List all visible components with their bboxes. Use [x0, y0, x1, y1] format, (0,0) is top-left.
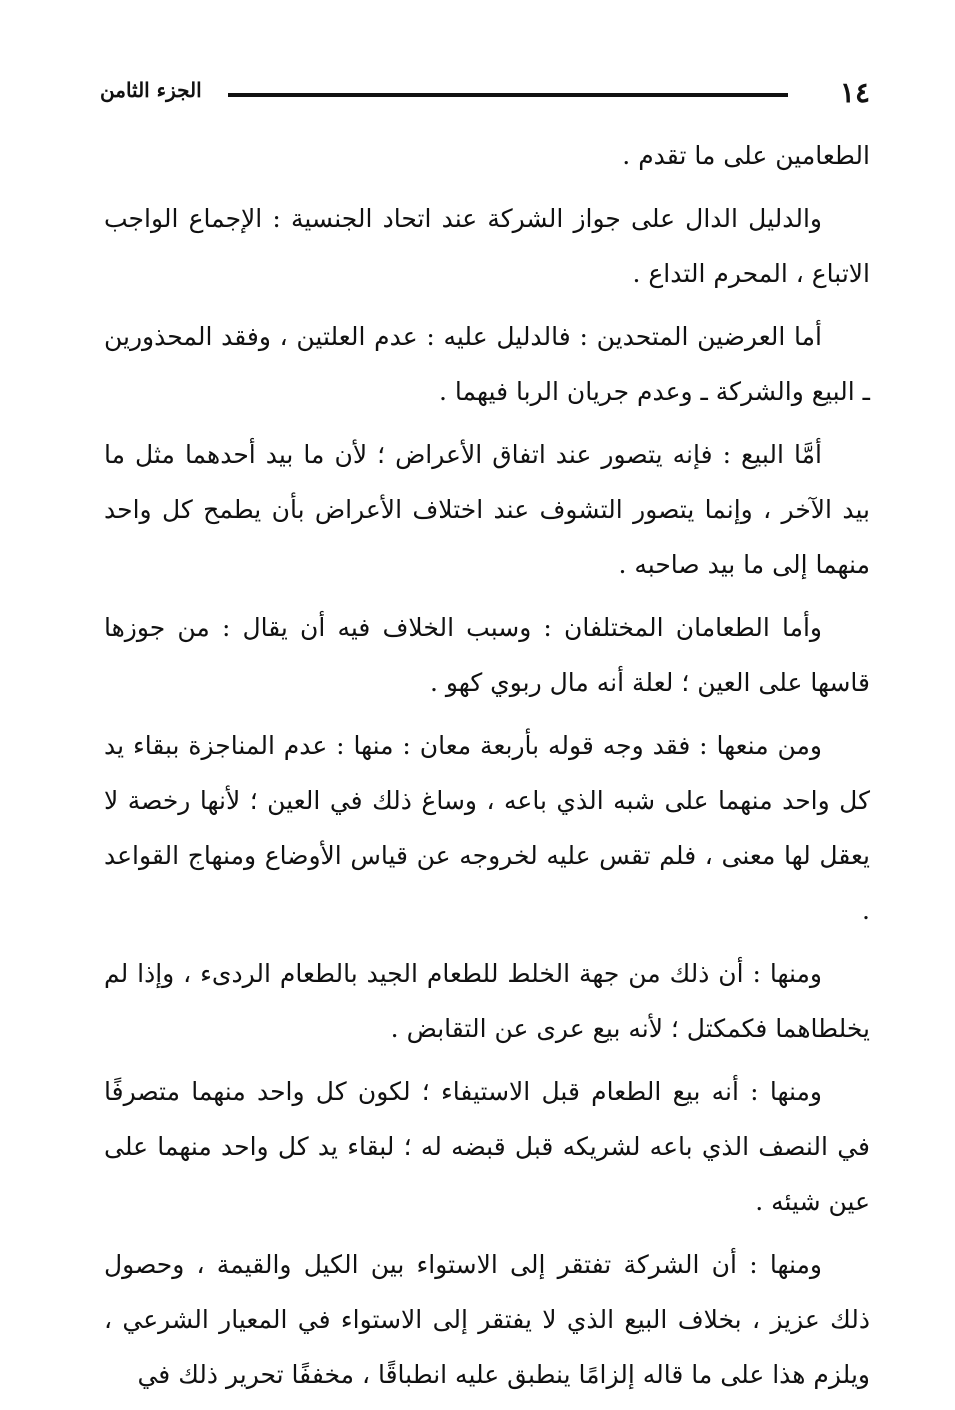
header-rule	[228, 93, 788, 97]
running-title: الجزء الثامن	[100, 78, 202, 102]
page-number: ١٤	[839, 76, 870, 109]
paragraph: ومنها : أن ذلك من جهة الخلط للطعام الجيد بالطعام الردىء ، وإذا لم يخلطاهما فكمكتل ؛ لأنه بيع عرى عن التقابض .	[104, 959, 870, 1043]
paragraph: ومنها : أن الشركة تفتقر إلى الاستواء بين الكيل والقيمة ، وحصول ذلك عزيز ، بخلاف البيع الذي لا يفتقر إلى الاستواء في المعيار الشرعي ، ويلزم هذا على ما قاله إلزامًا ينطبق عليه انطباقًا ، مخففًا تحرير ذلك في	[104, 1250, 870, 1389]
paragraph: الطعامين على ما تقدم .	[622, 141, 870, 170]
page-body	[104, 128, 870, 1410]
paragraph: والدليل الدال على جواز الشركة عند اتحاد الجنسية : الإجماع الواجب الاتباع ، المحرم التداع .	[104, 204, 870, 288]
paragraph: ومنها : أنه بيع الطعام قبل الاستيفاء ؛ لكون كل واحد منهما متصرفًا في النصف الذي باعه لشريكه قبل قبضه له ؛ لبقاء يد كل واحد منهما على عين شيئه .	[104, 1077, 870, 1216]
page-header	[100, 76, 870, 116]
paragraph: ومن منعها : فقد وجه قوله بأربعة معان : منها : عدم المناجزة ببقاء يد كل واحد منهما على شبه الذي باعه ، وساغ ذلك في العين ؛ لأنها رخصة لا يعقل لها معنى ، فلم تقس عليه لخروجه عن قياس الأوضاع ومنهاج القواعد .	[104, 731, 870, 925]
paragraph: أمَّا البيع : فإنه يتصور عند اتفاق الأعراض ؛ لأن ما بيد أحدهما مثل ما بيد الآخر ، وإنما يتصور التشوف عند اختلاف الأعراض بأن يطمح كل واحد منهما إلى ما بيد صاحبه .	[104, 440, 870, 579]
paragraph: أما العرضين المتحدين : فالدليل عليه : عدم العلتين ، وفقد المحذورين ـ البيع والشركة ـ وعدم جريان الربا فيهما .	[104, 322, 870, 406]
paragraph: وأما الطعامان المختلفان : وسبب الخلاف فيه أن يقال : من جوزها قاسها على العين ؛ لعلة أنه مال ربوي كهو .	[104, 613, 870, 697]
